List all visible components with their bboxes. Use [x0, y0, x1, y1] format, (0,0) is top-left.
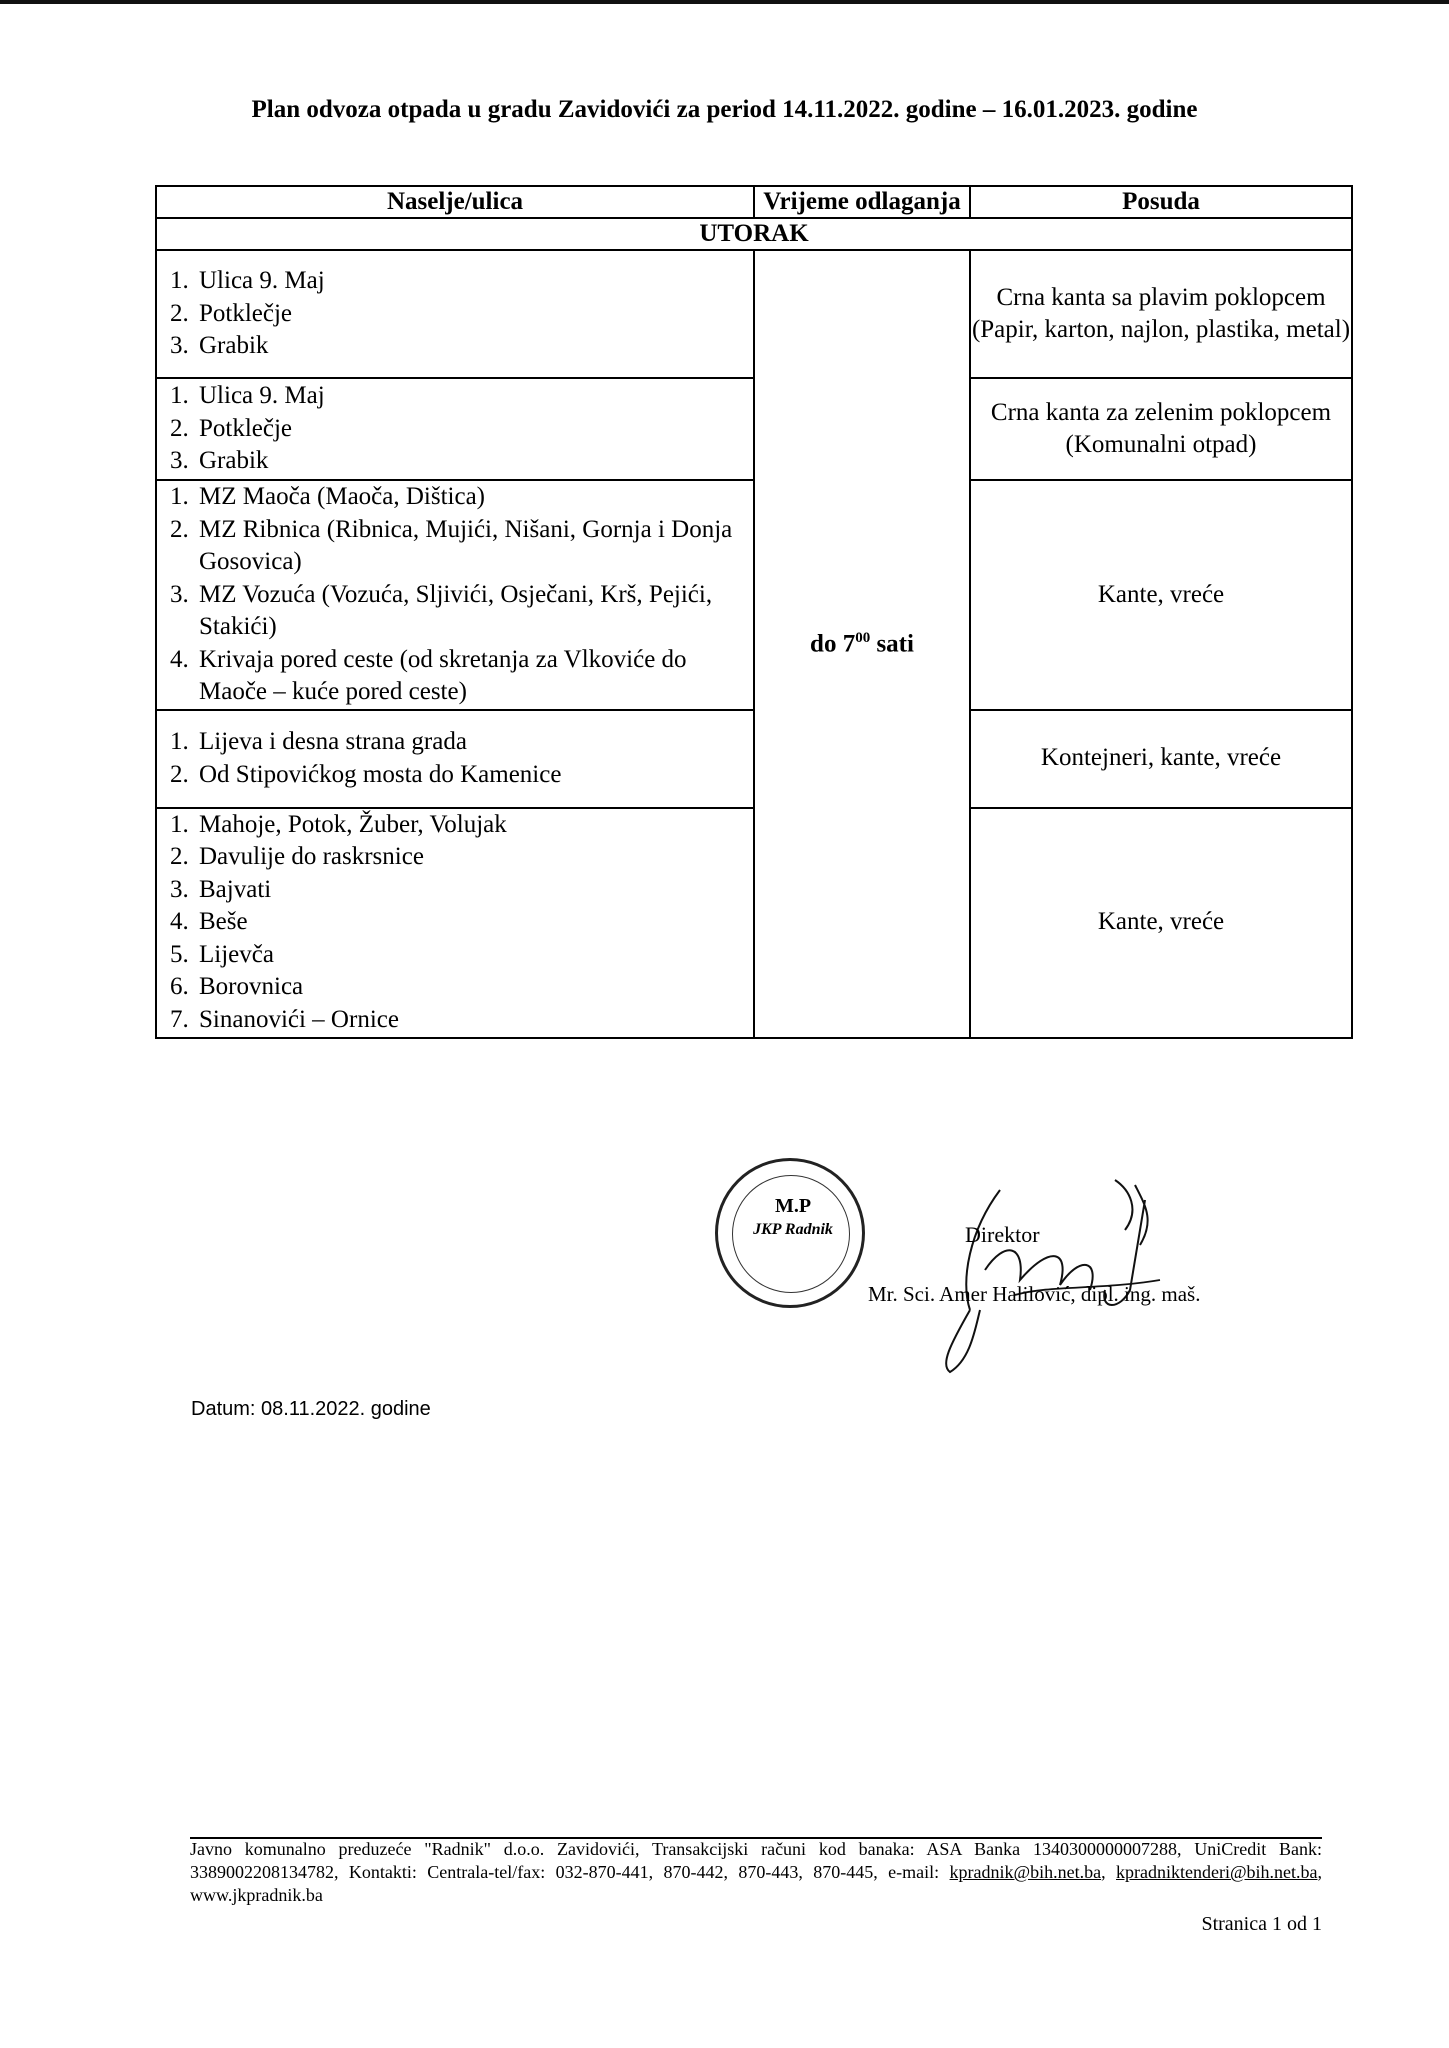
- list-item: 3. Grabik: [195, 445, 753, 478]
- container-cell: Crna kanta sa plavim poklopcem (Papir, karton, najlon, plastika, metal): [970, 250, 1352, 378]
- schedule-table: [155, 185, 1353, 1039]
- signer-name: Mr. Sci. Amer Halilović, dipl. ing. maš.: [868, 1282, 1201, 1306]
- footer: Javno komunalno preduzeće "Radnik" d.o.o. Zavidovići, Transakcijski računi kod banaka: ASA Banka 1340300000007288, UniCredit Bank: 3389002208134782, Kontakti: Centrala-tel/fax: 032-870-441, 870-442, 870-443, 870-445, e-mail: kpradnik@bih.net.ba, kpradniktenderi@bih.net.ba, www.jkpradnik.ba: [190, 1839, 1323, 1905]
- time-superscript: 00: [855, 629, 871, 646]
- footer-text: Javno komunalno preduzeće "Radnik" d.o.o. Zavidovići, Transakcijski računi kod banaka: ASA Banka 1340300000007288, UniCredit Bank: 3389002208134782, Kontakti: Centrala-tel/fax: 032-870-441, 870-442, 870-443, 870-445, e-mail:: [190, 1839, 1322, 1882]
- document-title: Plan odvoza otpada u gradu Zavidovići za period 14.11.2022. godine – 16.01.2023. godine: [251, 96, 1198, 123]
- container-cell: Crna kanta za zelenim poklopcem (Komunalni otpad): [970, 378, 1352, 480]
- area-cell: [156, 710, 754, 808]
- document-date: Datum: 08.11.2022. godine: [191, 1398, 431, 1420]
- header-container: Posuda: [970, 186, 1352, 218]
- time-unit: sati: [876, 629, 914, 657]
- list-item: 3. Bajvati: [195, 874, 753, 907]
- list-item: 2. Potklečje: [195, 298, 753, 331]
- area-cell: [156, 250, 754, 378]
- list-item: 3. Grabik: [195, 330, 753, 363]
- container-cell: Kante, vreće: [970, 480, 1352, 710]
- container-cell: Kontejneri, kante, vreće: [970, 710, 1352, 808]
- list-item: 2. Davulije do raskrsnice: [195, 841, 753, 874]
- top-rule: [0, 0, 1449, 4]
- day-label: UTORAK: [156, 218, 1352, 250]
- signer-role: Direktor: [965, 1222, 1040, 1247]
- list-item: 5. Lijevča: [195, 939, 753, 972]
- email-link-primary[interactable]: kpradnik@bih.net.ba: [949, 1862, 1102, 1882]
- official-stamp: [715, 1158, 865, 1308]
- list-item: 4. Krivaja pored ceste (od skretanja za Vlkoviće do Maoče – kuće pored ceste): [195, 644, 753, 709]
- stamp-org: JKP Radnik: [753, 1221, 833, 1238]
- list-item: 1. Mahoje, Potok, Žuber, Volujak: [195, 809, 753, 842]
- list-item: 1. Ulica 9. Maj: [195, 380, 753, 413]
- email-link-tenders[interactable]: kpradniktenderi@bih.net.ba: [1116, 1862, 1318, 1882]
- header-time: Vrijeme odlaganja: [754, 186, 970, 218]
- list-item: 3. MZ Vozuća (Vozuća, Sljivići, Osječani, Krš, Pejići, Stakići): [195, 579, 753, 644]
- header-row: [156, 186, 1352, 218]
- day-row: [156, 218, 1352, 250]
- stamp-label: M.P: [774, 1195, 812, 1217]
- time-value: do 7: [810, 629, 856, 657]
- time-cell: [754, 250, 970, 1038]
- list-item: 1. Ulica 9. Maj: [195, 265, 753, 298]
- area-cell: [156, 808, 754, 1038]
- website-link[interactable]: www.jkpradnik.ba: [190, 1885, 323, 1905]
- list-item: 2. MZ Ribnica (Ribnica, Mujići, Nišani, Gornja i Donja Gosovica): [195, 514, 753, 579]
- list-item: 1. MZ Maoča (Maoča, Dištica): [195, 481, 753, 514]
- area-cell: [156, 480, 754, 710]
- list-item: 7. Sinanovići – Ornice: [195, 1004, 753, 1037]
- list-item: 6. Borovnica: [195, 971, 753, 1004]
- list-item: 4. Beše: [195, 906, 753, 939]
- list-item: 2. Od Stipovićkog mosta do Kamenice: [195, 759, 753, 792]
- handwritten-signature: [930, 1160, 1190, 1380]
- container-cell: Kante, vreće: [970, 808, 1352, 1038]
- list-item: 1. Lijeva i desna strana grada: [195, 726, 753, 759]
- list-item: 2. Potklečje: [195, 413, 753, 446]
- page-number: Stranica 1 od 1: [1201, 1913, 1322, 1935]
- area-cell: [156, 378, 754, 480]
- header-location: Naselje/ulica: [156, 186, 754, 218]
- table-row: [156, 250, 1352, 378]
